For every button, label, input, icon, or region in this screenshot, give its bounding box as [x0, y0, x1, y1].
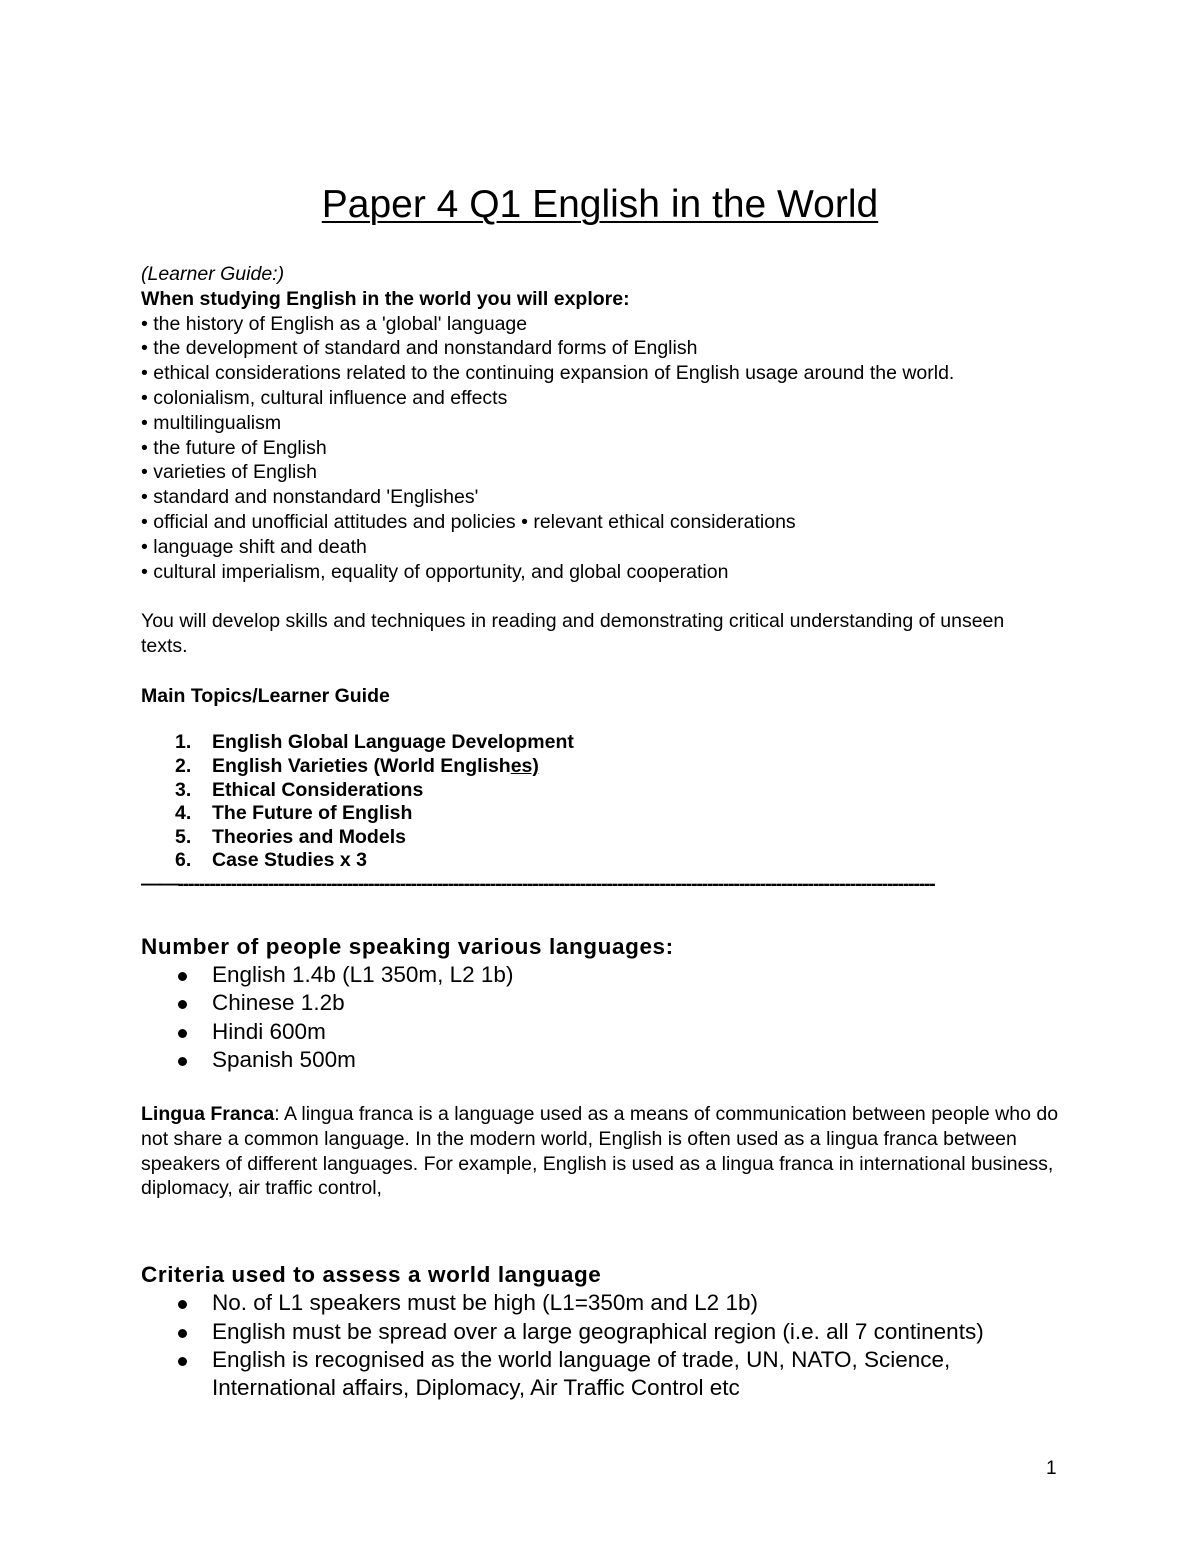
explore-heading: When studying English in the world you will explore:	[141, 287, 630, 310]
list-item: • standard and nonstandard 'Englishes'	[141, 486, 479, 509]
topic-item	[141, 849, 1071, 873]
document-body	[141, 262, 1071, 1402]
bullet-icon	[178, 1000, 187, 1009]
list-item: • the future of English	[141, 436, 327, 459]
speakers-heading: Number of people speaking various languages:	[141, 933, 674, 959]
topic-item	[141, 826, 1071, 850]
list-item: • cultural imperialism, equality of opportunity, and global cooperation	[141, 560, 729, 583]
lingua-franca-paragraph	[141, 1102, 1066, 1201]
bullet-icon	[178, 1300, 187, 1309]
topic-number: 2.	[175, 754, 192, 777]
list-item-text: Chinese 1.2b	[212, 990, 345, 1016]
list-item	[141, 1018, 1071, 1046]
list-item-text: No. of L1 speakers must be high (L1=350m and L2 1b)	[212, 1290, 758, 1316]
topic-text: English Varieties (World English	[212, 754, 511, 777]
lingua-franca-term: Lingua Franca	[141, 1103, 275, 1126]
bullet-icon	[178, 972, 187, 981]
section-divider: ——-----------------------------------------------------------------------------------------------------------------------------------------------	[141, 872, 935, 895]
page-title: Paper 4 Q1 English in the World	[321, 183, 879, 226]
list-item-text: Hindi 600m	[212, 1018, 326, 1044]
learner-guide-label: (Learner Guide:)	[141, 263, 285, 285]
topic-text: Case Studies x 3	[212, 849, 367, 872]
topic-number: 3.	[175, 778, 192, 801]
list-item: • official and unofficial attitudes and policies • relevant ethical considerations	[141, 510, 796, 533]
list-item	[141, 989, 1071, 1017]
list-item: • colonialism, cultural influence and effects	[141, 386, 508, 409]
topic-number: 6.	[175, 849, 192, 872]
criteria-heading: Criteria used to assess a world language	[141, 1262, 602, 1288]
page-number: 1	[1046, 1458, 1057, 1479]
list-item	[141, 1346, 1072, 1403]
main-topics-heading: Main Topics/Learner Guide	[141, 684, 390, 707]
skills-paragraph: You will develop skills and techniques in reading and demonstrating critical understanding of unseen texts.	[141, 610, 1005, 657]
bullet-icon	[178, 1329, 187, 1338]
list-item	[141, 961, 1071, 989]
topic-text: Theories and Models	[212, 825, 406, 848]
bullet-icon	[178, 1029, 187, 1038]
list-item-text: English must be spread over a large geographical region (i.e. all 7 continents)	[212, 1318, 984, 1344]
topic-item	[141, 755, 1071, 779]
bullet-icon	[178, 1057, 187, 1066]
list-item: • varieties of English	[141, 461, 317, 484]
list-item: • ethical considerations related to the continuing expansion of English usage around the world.	[141, 362, 955, 385]
bullet-icon	[178, 1357, 187, 1366]
topic-item	[141, 802, 1071, 826]
list-item-text: English 1.4b (L1 350m, L2 1b)	[212, 961, 514, 987]
list-item-text: Spanish 500m	[212, 1046, 356, 1072]
topic-text: English Global Language Development	[212, 731, 574, 754]
topic-item	[141, 779, 1071, 803]
list-item	[141, 1289, 1071, 1317]
topic-number: 4.	[175, 802, 192, 825]
list-item	[141, 1046, 1071, 1074]
list-item: • the history of English as a 'global' language	[141, 312, 528, 335]
lingua-franca-definition: : A lingua franca is a language used as a means of communication between people who do not share a common language. In the modern world, English is often used as a lingua franca between speakers of different languages. For example, English is used as a lingua franca in international business, diplomacy, air traffic control,	[141, 1103, 1059, 1200]
topic-text: The Future of English	[212, 802, 413, 825]
speakers-list	[141, 961, 1071, 1074]
list-item	[141, 1318, 1071, 1346]
topic-text: Ethical Considerations	[212, 778, 424, 801]
topics-list	[141, 731, 1071, 873]
criteria-list	[141, 1289, 1071, 1402]
list-item-text: English is recognised as the world language of trade, UN, NATO, Science, International affairs, Diplomacy, Air Traffic Control etc	[212, 1346, 951, 1401]
list-item: • multilingualism	[141, 411, 282, 434]
list-item: • language shift and death	[141, 535, 367, 558]
topic-text-underlined: es)	[510, 754, 539, 777]
topic-number: 5.	[175, 825, 192, 848]
list-item: • the development of standard and nonstandard forms of English	[141, 337, 698, 360]
explore-list	[141, 312, 1071, 585]
topic-item	[141, 731, 1071, 755]
topic-number: 1.	[175, 731, 192, 754]
